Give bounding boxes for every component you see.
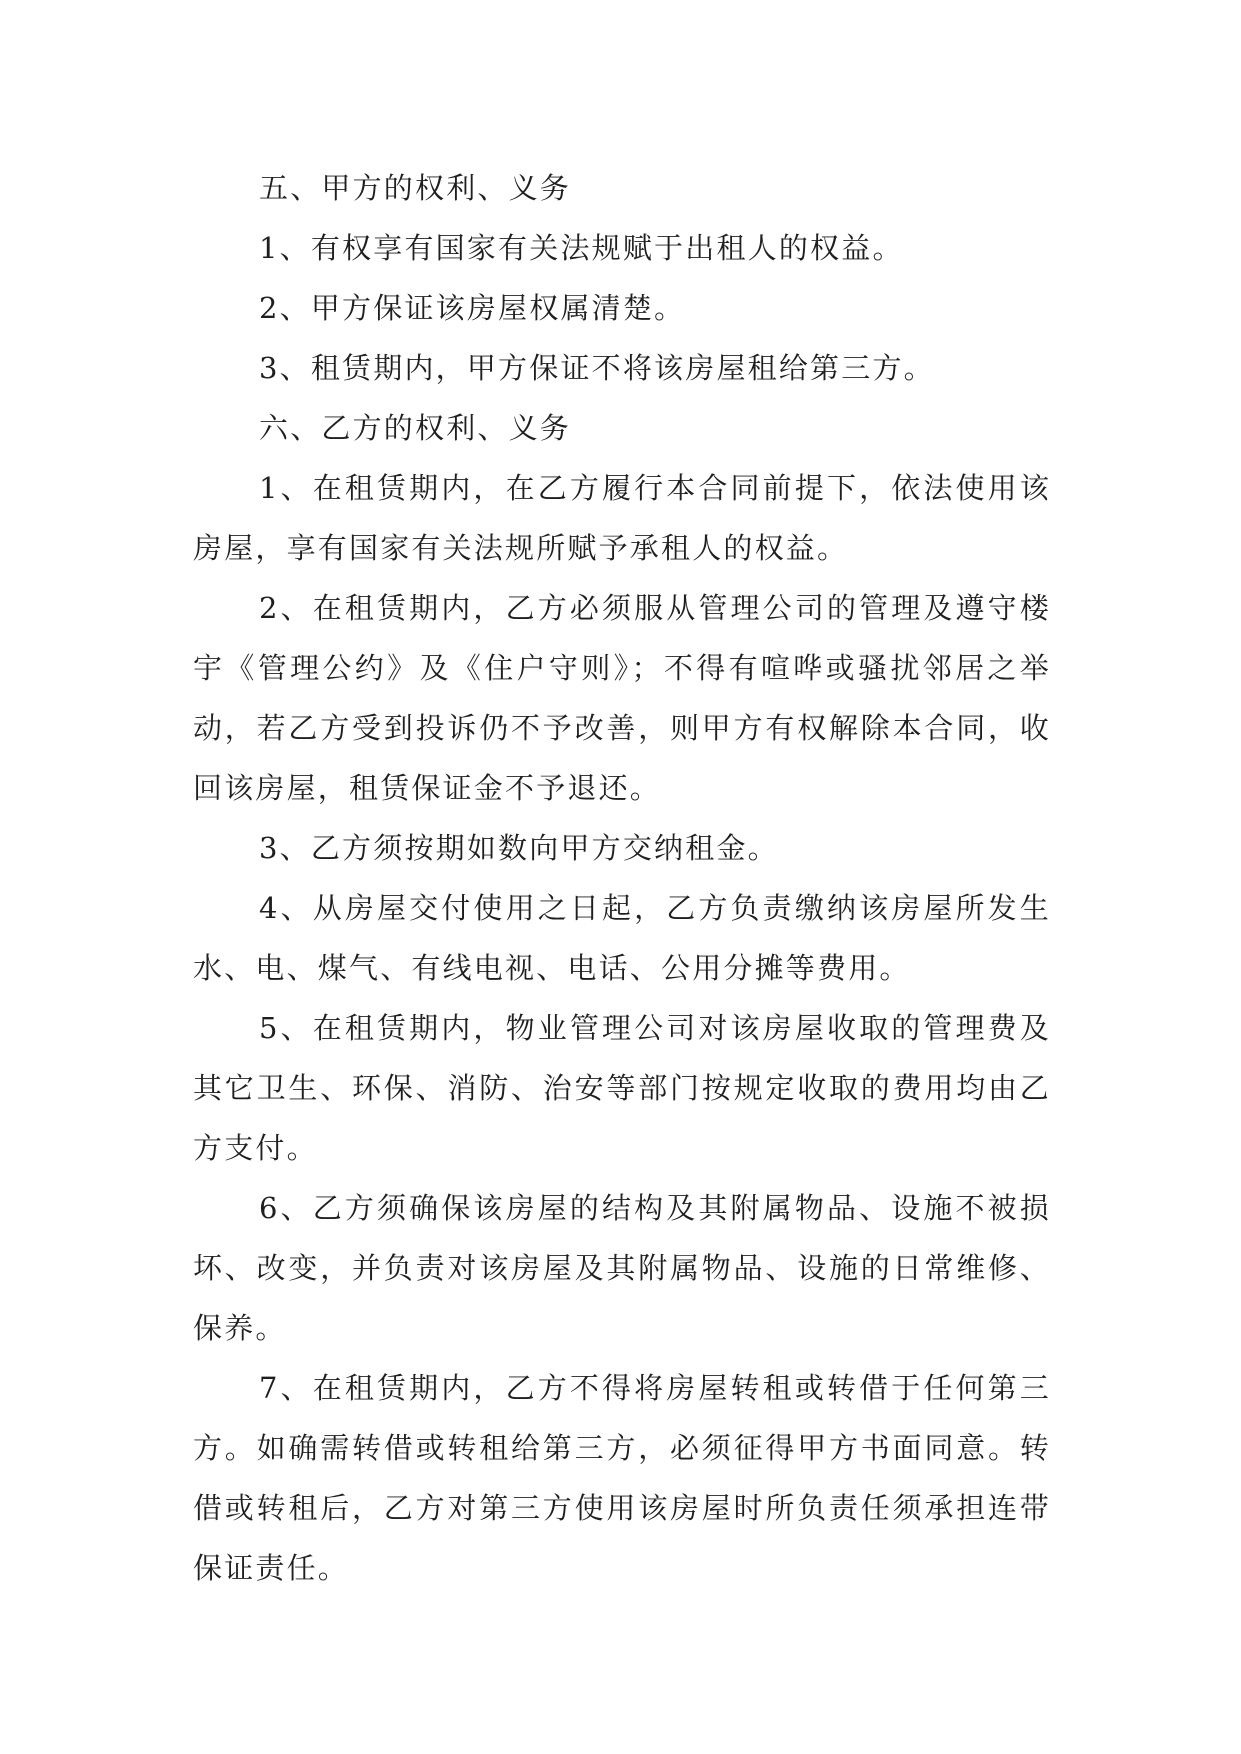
document-body [193, 158, 1051, 1598]
lessee-clause-6: 6、乙方须确保该房屋的结构及其附属物品、设施不被损坏、改变，并负责对该房屋及其附属物品、设施的日常维修、保养。 [193, 1191, 1051, 1345]
lessor-clause-1: 1、有权享有国家有关法规赋于出租人的权益。 [259, 231, 904, 265]
lessee-clause-3: 3、乙方须按期如数向甲方交纳租金。 [259, 831, 779, 865]
lessee-clause-5: 5、在租赁期内，物业管理公司对该房屋收取的管理费及其它卫生、环保、消防、治安等部门按规定收取的费用均由乙方支付。 [193, 1011, 1051, 1165]
section-heading-lessee-rights: 六、乙方的权利、义务 [259, 411, 572, 445]
section-heading-lessor-rights: 五、甲方的权利、义务 [259, 171, 572, 205]
lessor-clause-2: 2、甲方保证该房屋权属清楚。 [259, 291, 686, 325]
lessor-clause-3: 3、租赁期内，甲方保证不将该房屋租给第三方。 [259, 351, 935, 385]
lessee-clause-2: 2、在租赁期内，乙方必须服从管理公司的管理及遵守楼宇《管理公约》及《住户守则》；不得有喧哗或骚扰邻居之举动，若乙方受到投诉仍不予改善，则甲方有权解除本合同，收回该房屋，租赁保证金不予退还。 [193, 591, 1051, 805]
lessee-clause-1: 1、在租赁期内，在乙方履行本合同前提下，依法使用该房屋，享有国家有关法规所赋予承租人的权益。 [193, 471, 1051, 565]
lessee-clause-4: 4、从房屋交付使用之日起，乙方负责缴纳该房屋所发生水、电、煤气、有线电视、电话、公用分摊等费用。 [193, 891, 1051, 985]
lessee-clause-7: 7、在租赁期内，乙方不得将房屋转租或转借于任何第三方。如确需转借或转租给第三方，必须征得甲方书面同意。转借或转租后，乙方对第三方使用该房屋时所负责任须承担连带保证责任。 [193, 1371, 1051, 1585]
